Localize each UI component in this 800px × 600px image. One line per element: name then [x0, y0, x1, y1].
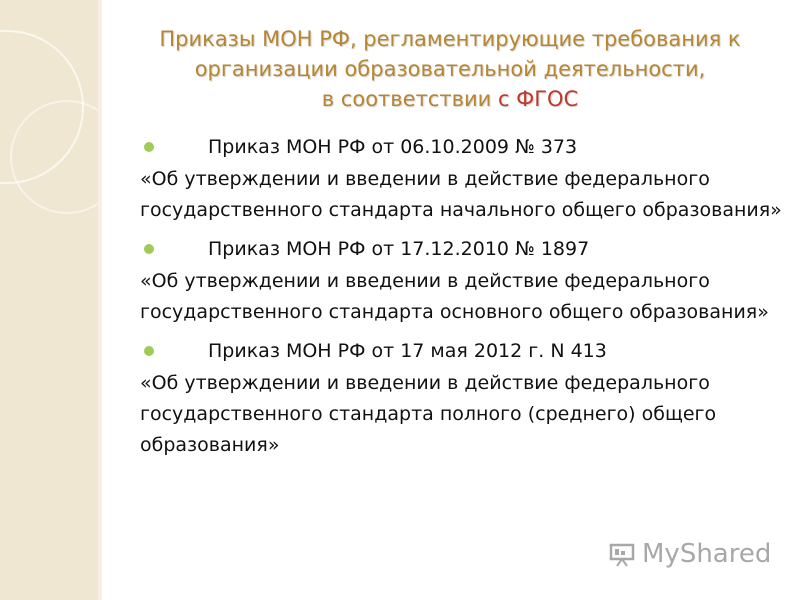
order-heading-text: Приказ МОН РФ от 17.12.2010 № 1897: [208, 238, 590, 260]
order-heading: [140, 130, 785, 164]
order-item: [140, 232, 785, 328]
order-heading: [140, 334, 785, 368]
watermark-logo: [608, 538, 771, 570]
bullet-icon: [144, 142, 154, 152]
presentation-board-icon: [608, 541, 636, 567]
orders-list: [140, 130, 785, 467]
order-item: [140, 334, 785, 461]
title-line-3: [105, 84, 795, 114]
title-line-2: организации образовательной деятельности,: [194, 57, 706, 81]
order-description: «Об утверждении и введении в действие федерального государственного стандарта основного общего образования»: [140, 270, 769, 323]
order-heading-text: Приказ МОН РФ от 17 мая 2012 г. N 413: [208, 340, 607, 362]
title-line-1: Приказы МОН РФ, регламентирующие требования к: [159, 27, 741, 51]
decorative-left-band: [0, 0, 98, 600]
order-item: [140, 130, 785, 226]
order-description: «Об утверждении и введении в действие федерального государственного стандарта начального общего образования»: [140, 168, 782, 221]
watermark-text: MyShared: [642, 539, 772, 569]
order-heading: [140, 232, 785, 266]
band-edge-divider: [98, 0, 102, 600]
slide-title: [105, 24, 795, 114]
order-heading-text: Приказ МОН РФ от 06.10.2009 № 373: [208, 136, 578, 158]
title-line-3-prefix: в соответствии: [321, 87, 498, 111]
bullet-icon: [144, 244, 154, 254]
order-description: «Об утверждении и введении в действие федерального государственного стандарта полного (среднего) общего образования»: [140, 372, 717, 456]
bullet-icon: [144, 346, 154, 356]
title-accent: с ФГОС: [497, 87, 579, 111]
